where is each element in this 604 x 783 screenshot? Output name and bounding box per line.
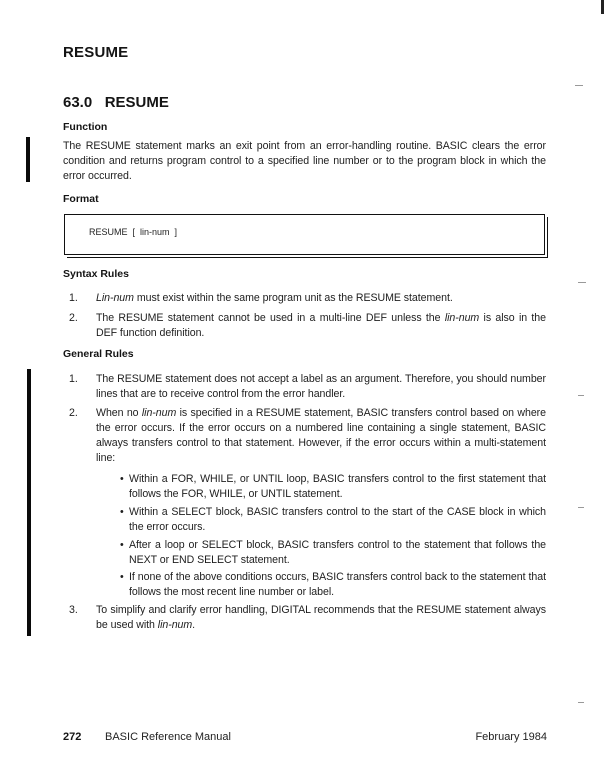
footer-date: February 1984 [475,731,547,743]
rule-text: is specified in a RESUME statement, BASIC transfers control based on where the error occurs. If the error occurs on a numbered line containing a single statement, BASIC always transfers control to that statement. However, if the error occurs within a multi-statement line: [96,407,546,464]
change-bar [26,137,30,182]
italic-term: lin-num [444,312,480,324]
section-name: RESUME [104,94,169,111]
function-description: The RESUME statement marks an exit point from an error-handling routine. BASIC clears the error condition and returns program control to a specified line number or to the program block in which the error occurred. [63,140,546,182]
scan-artifact [575,85,583,86]
bullet-text: Within a SELECT block, BASIC transfers control to the start of the CASE block in which the error occurs. [129,506,546,533]
syntax-rules-heading: Syntax Rules [63,268,129,280]
rule-text: To simplify and clarify error handling, DIGITAL recommends that the RESUME statement always be used with [96,604,546,631]
scan-artifact [578,282,586,283]
syntax-rule-2 [69,311,546,341]
bullet-icon: • [120,571,124,583]
scan-artifact [578,702,584,703]
scan-artifact [578,507,584,508]
bullet-icon: • [120,539,124,551]
italic-term: Lin-num [96,292,134,304]
italic-term: lin-num [157,619,193,631]
change-bar [27,369,31,636]
bullet-item [120,505,546,535]
rule-text: . [192,619,196,631]
syntax-rule-1 [69,291,546,306]
rule-text: is also in the DEF function definition. [96,312,546,339]
bullet-text: If none of the above conditions occurs, BASIC transfers control back to the statement that follows the most recent line number or label. [129,571,546,598]
list-number: 2. [69,407,78,419]
page-title: RESUME [63,44,129,61]
rule-text: The RESUME statement cannot be used in a multi-line DEF unless the [96,312,445,324]
bullet-item [120,472,546,502]
list-number: 1. [69,292,78,304]
bullet-icon: • [120,506,124,518]
bullet-item [120,570,546,600]
italic-term: lin-num [141,407,177,419]
format-heading: Format [63,193,99,205]
bullet-item [120,538,546,568]
general-rule-1 [69,372,546,402]
bullet-icon: • [120,473,124,485]
general-rule-3 [69,603,546,633]
bullet-text: Within a FOR, WHILE, or UNTIL loop, BASIC transfers control to the first statement that follows the FOR, WHILE, or UNTIL statement. [129,473,546,500]
general-rule-2 [69,406,546,466]
function-heading: Function [63,121,108,133]
bullet-text: After a loop or SELECT block, BASIC transfers control to the statement that follows the NEXT or END SELECT statement. [129,539,546,566]
section-title [63,94,169,111]
footer-manual-title: BASIC Reference Manual [105,731,231,743]
footer-page-number: 272 [63,731,82,743]
general-rules-heading: General Rules [63,348,134,360]
rule-text: must exist within the same program unit as the RESUME statement. [133,292,453,304]
format-syntax: RESUME [ lin-num ] [89,227,178,237]
list-number: 1. [69,373,78,385]
list-number: 2. [69,312,78,324]
section-number: 63.0 [63,94,93,111]
scan-artifact [578,395,584,396]
rule-text: The RESUME statement does not accept a label as an argument. Therefore, you should number lines that are to receive control from the error handler. [96,373,546,400]
format-box [64,214,545,255]
rule-text: When no [96,407,142,419]
list-number: 3. [69,604,78,616]
